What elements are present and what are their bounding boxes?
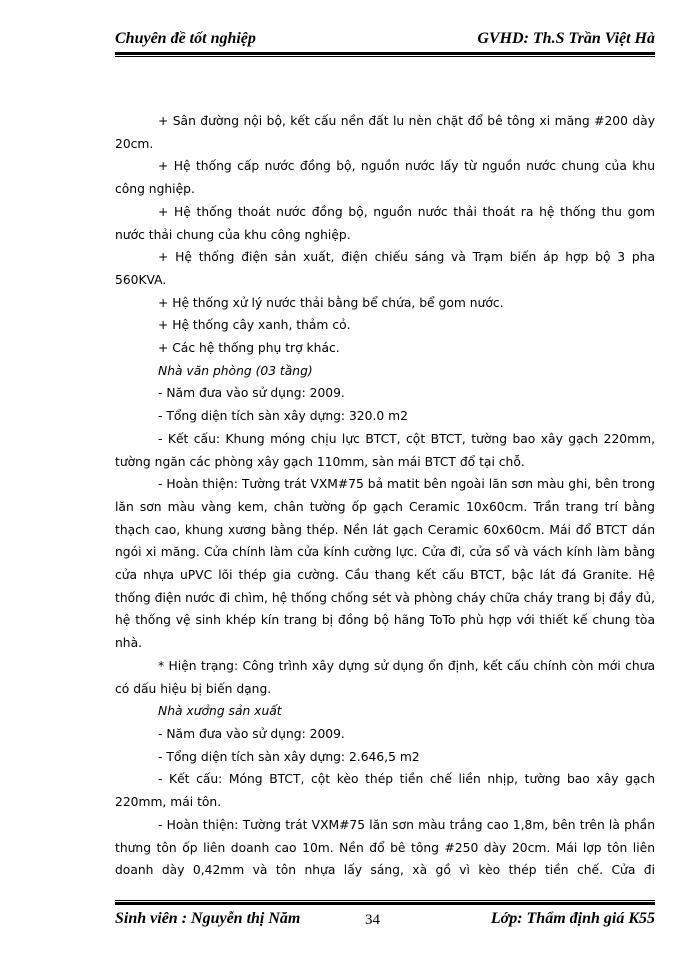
paragraph-factory-area: - Tổng diện tích sàn xây dựng: 2.646,5 m2 <box>158 749 420 764</box>
paragraph-auxiliary: + Các hệ thống phụ trợ khác. <box>158 341 340 356</box>
footer-rule-thick <box>115 902 655 905</box>
paragraph-electrical: + Hệ thống điện sản xuất, điện chiếu sáng và Trạm biến áp hợp bộ 3 pha 560KVA. <box>115 250 655 287</box>
header-advisor: GVHD: Th.S Trần Việt Hà <box>477 30 655 47</box>
footer-student: Sinh viên : Nguyễn thị Năm <box>115 910 301 927</box>
footer-class: Lớp: Thẩm định giá K55 <box>490 910 655 927</box>
paragraph-office-structure: - Kết cấu: Khung móng chịu lực BTCT, cột BTCT, tường bao xây gạch 220mm, tường ngăn các phòng xây gạch 110mm, sàn mái BTCT đổ tại chỗ. <box>115 431 655 469</box>
paragraph-wastewater: + Hệ thống xử lý nước thải bằng bể chứa, bể gom nước. <box>158 295 504 310</box>
paragraph-internal-roads: + Sân đường nội bộ, kết cấu nền đất lu nèn chặt đổ bê tông xi măng #200 dày 20cm. <box>115 114 655 151</box>
paragraph-office-year: - Năm đưa vào sử dụng: 2009. <box>158 386 345 401</box>
header-topic: Chuyên đề tốt nghiệp <box>115 30 256 47</box>
page-number: 34 <box>365 912 380 928</box>
page-footer <box>115 910 655 932</box>
paragraph-factory-finishing: - Hoàn thiện: Tường trát VXM#75 lăn sơn màu trắng cao 1,8m, bên trên là phần thưng tôn ốp liên doanh cao 10m. Nền đổ bê tông #250 dày 20cm. Mái lợp tôn liên doanh dày 0,42mm và tôn nhựa lấy sáng, xà gồ vì kèo thép tiền chế. Cửa đi <box>115 817 655 878</box>
header-rule-thick <box>115 52 655 55</box>
page-body <box>115 110 655 882</box>
paragraph-office-status: * Hiện trạng: Công trình xây dựng sử dụng ổn định, kết cấu chính còn mới chưa có dấu hiệu bị biến dạng. <box>115 658 655 696</box>
paragraph-office-finishing: - Hoàn thiện: Tường trát VXM#75 bả matit bên ngoài lăn sơn màu ghi, bên trong lăn sơn màu vàng kem, chân tường ốp gạch Ceramic 10x60cm. Trần trang trí bằng thạch cao, khung xương bằng thép. Nền lát gạch Ceramic 60x60cm. Mái đổ BTCT dán ngói xi măng. Cửa chính làm cửa kính cường lực. Cửa đi, cửa sổ và vách kính làm bằng cửa nhựa uPVC lõi thép gia cường. Cầu thang kết cấu BTCT, bậc lát đá Granite. Hệ thống điện nước đi chìm, hệ thống chống sét và phòng cháy chữa cháy trang bị đầy đủ, hệ thống vệ sinh khép kín trang bị đồng bộ hãng ToTo phù hợp với thiết kế chung tòa nhà. <box>115 477 655 651</box>
header-rule-thin <box>115 56 655 57</box>
page-header <box>115 28 655 50</box>
footer-rule-thin <box>115 900 655 901</box>
paragraph-factory-year: - Năm đưa vào sử dụng: 2009. <box>158 726 345 741</box>
paragraph-greenery: + Hệ thống cây xanh, thảm cỏ. <box>158 318 351 333</box>
paragraph-factory-structure: - Kết cấu: Móng BTCT, cột kèo thép tiền chế liền nhịp, tường bao xây gạch 220mm, mái tôn. <box>115 772 655 810</box>
paragraph-water-supply: + Hệ thống cấp nước đồng bộ, nguồn nước lấy từ nguồn nước chung của khu công nghiệp. <box>115 159 655 197</box>
section-heading-factory: Nhà xưởng sản xuất <box>158 704 282 719</box>
paragraph-drainage: + Hệ thống thoát nước đồng bộ, nguồn nước thải thoát ra hệ thống thu gom nước thải chung của khu công nghiệp. <box>115 204 655 242</box>
paragraph-office-area: - Tổng diện tích sàn xây dựng: 320.0 m2 <box>158 409 408 424</box>
section-heading-office: Nhà văn phòng (03 tầng) <box>158 363 313 378</box>
